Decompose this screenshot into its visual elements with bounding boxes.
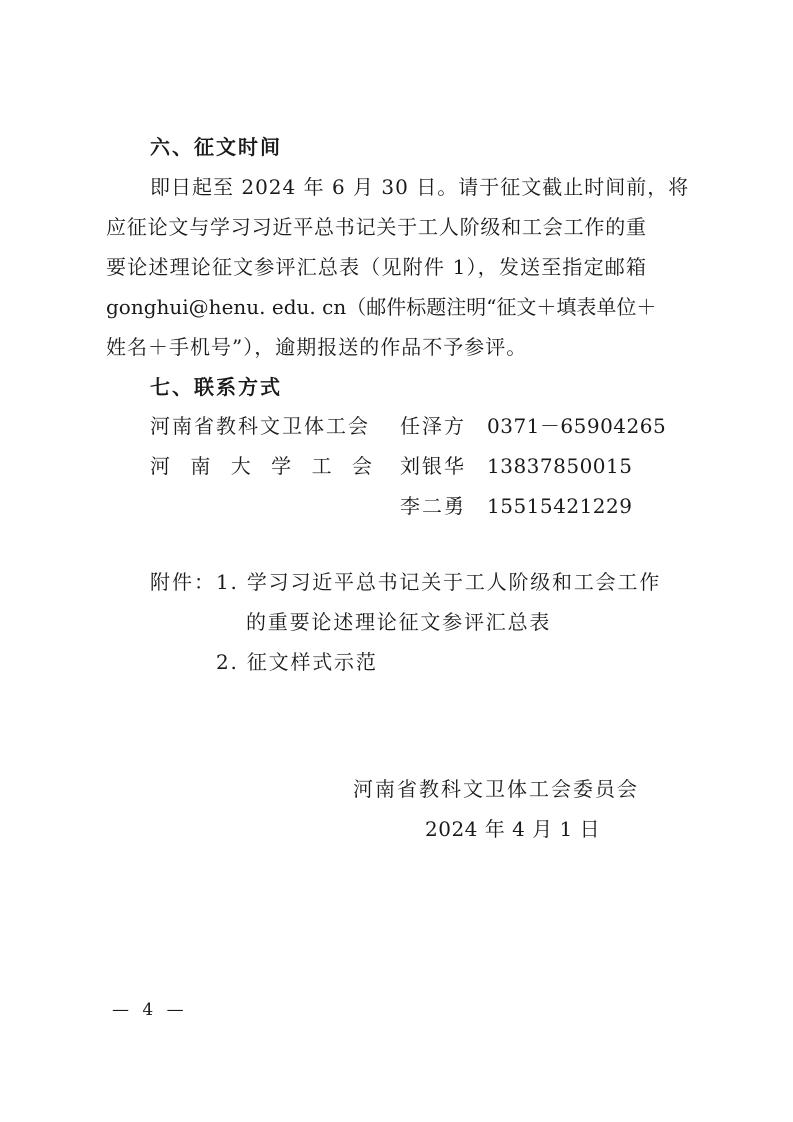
contact-name: 李二勇 bbox=[400, 494, 466, 518]
attachment-item-1-continued: 的重要论述理论征文参评汇总表 bbox=[246, 610, 552, 634]
paragraph-line: 姓名＋手机号”），逾期报送的作品不予参评。 bbox=[106, 335, 528, 359]
section-heading-contact: 七、联系方式 bbox=[150, 375, 282, 399]
org-char: 学 bbox=[271, 454, 292, 478]
org-char: 大 bbox=[230, 454, 251, 478]
signature-date: 2024 年 4 月 1 日 bbox=[425, 817, 601, 841]
attachment-item-2: 2. 征文样式示范 bbox=[216, 650, 378, 674]
contact-name: 任泽方 bbox=[400, 414, 466, 438]
paragraph-line-email: gonghui@henu. edu. cn（邮件标题注明“征文＋填表单位＋ bbox=[106, 295, 657, 319]
page-number: — 4 — bbox=[112, 1000, 188, 1020]
contact-phone: 15515421229 bbox=[487, 494, 633, 518]
attachments-label: 附件： bbox=[150, 570, 216, 594]
section-heading-submission-time: 六、征文时间 bbox=[150, 135, 282, 159]
paragraph-line: 即日起至 2024 年 6 月 30 日。请于征文截止时间前，将 bbox=[150, 175, 690, 199]
contact-phone: 0371－65904265 bbox=[487, 414, 667, 438]
org-char: 河 bbox=[150, 454, 170, 478]
contact-org: 河南省教科文卫体工会 bbox=[150, 414, 370, 438]
org-char: 会 bbox=[351, 454, 372, 478]
org-char: 南 bbox=[190, 454, 211, 478]
attachment-item-1: 1. 学习习近平总书记关于工人阶级和工会工作 bbox=[216, 570, 662, 594]
paragraph-line: 应征论文与学习习近平总书记关于工人阶级和工会工作的重 bbox=[106, 215, 646, 239]
org-char: 工 bbox=[311, 454, 332, 478]
paragraph-line: 要论述理论征文参评汇总表（见附件 1），发送至指定邮箱 bbox=[106, 255, 646, 279]
signature-org: 河南省教科文卫体工会委员会 bbox=[353, 777, 639, 801]
contact-name: 刘银华 bbox=[400, 454, 466, 478]
contact-org bbox=[150, 454, 372, 478]
contact-phone: 13837850015 bbox=[487, 454, 633, 478]
